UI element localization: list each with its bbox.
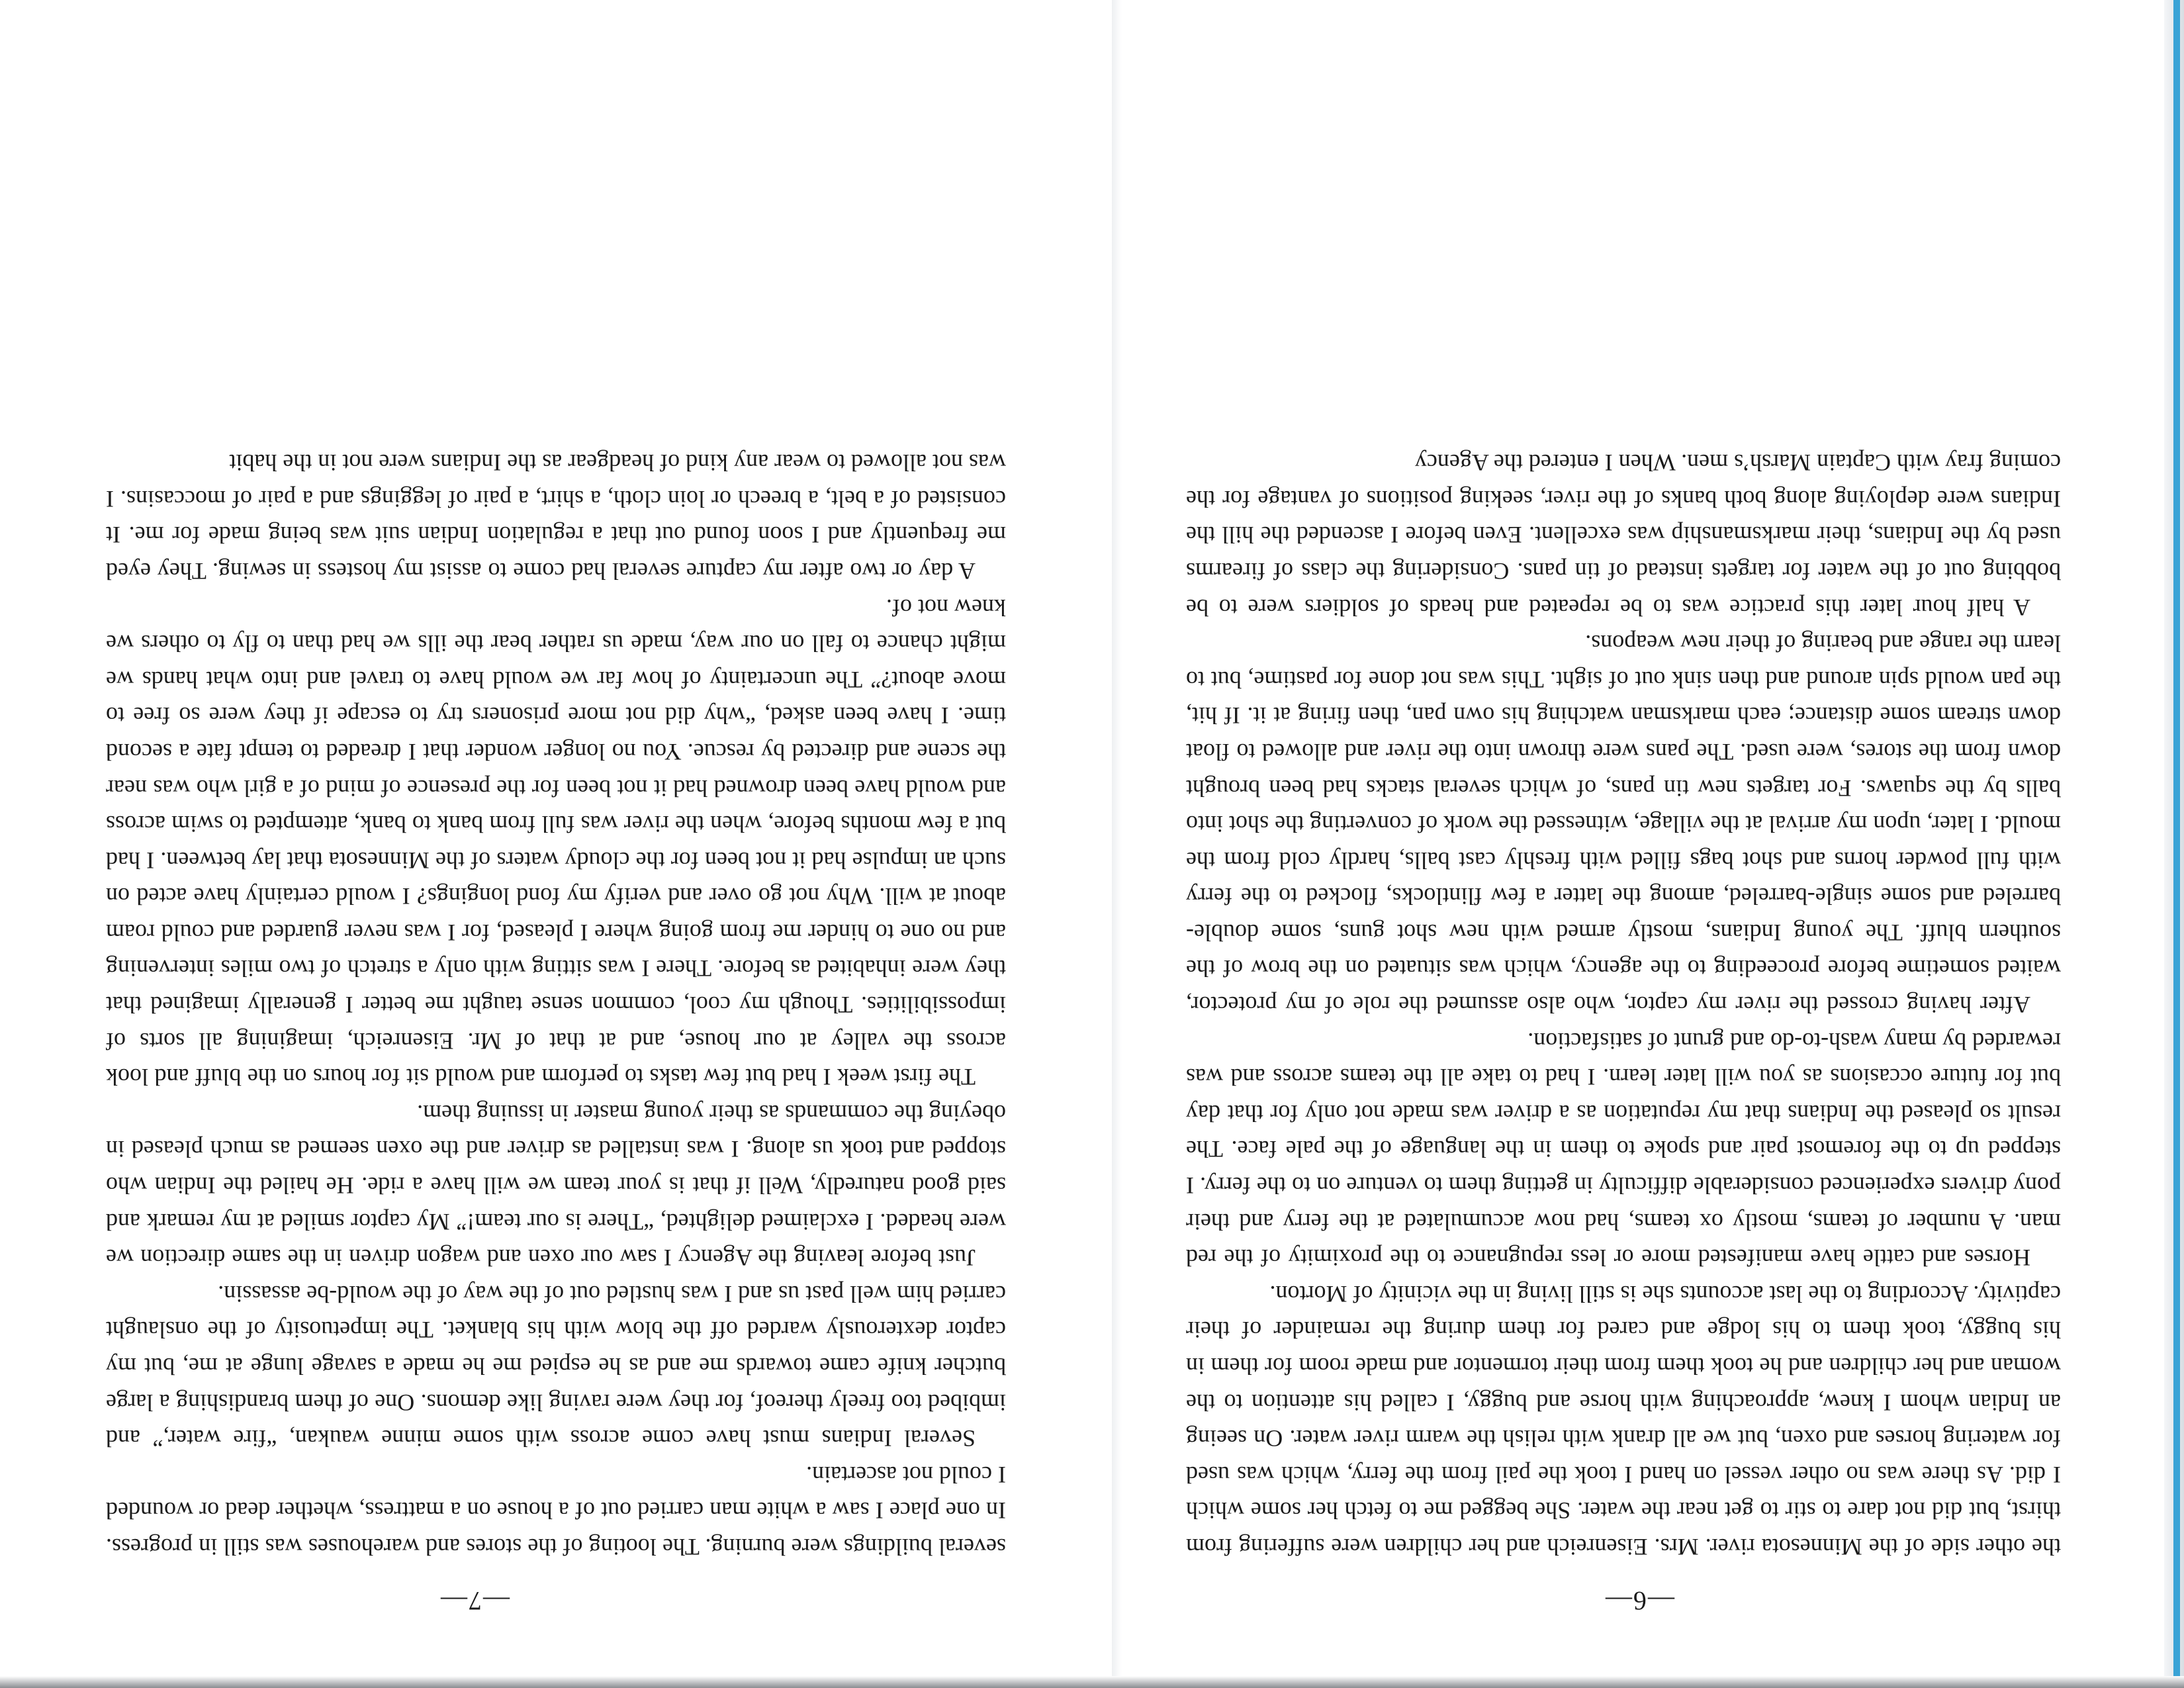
- paragraph: Several Indians must have come across with some minne waukan, “fire water,” and imbibed too freely thereof, for they were raving like demons. One of them brandishing a large butcher knife came towards me and as he espied me he made a savage lunge at me, but my captor dexterously warded off the blow with his blanket. The impetuosity of the onslaught carried him well past us and I was hustled out of the way of the would-be assassin.: [106, 1280, 1006, 1452]
- scanner-edge-stripe: [2173, 0, 2180, 1688]
- paragraph: Horses and cattle have manifested more or less repugnance to the proximity of the red man. A number of teams, mostly ox teams, had now accumulated at the ferry and their pony drivers experienced considerable difficulty in getting them to venture on to the ferry. I stepped up to the foremost pair and spoke to them in the language of the pale face. The result so pleased the Indians that my reputation as a driver was made not only for that day but for future occasions as you will later learn. I had to take all the teams across and was rewarded by many wash-to-do and grunt of satisfaction.: [1186, 1027, 2061, 1272]
- paragraph: several buildings were burning. The looting of the stores and warehouses was still in progress. In one place I saw a white man carried out of a house on a mattress, whether dead or wounded I could not ascertain.: [106, 1461, 1006, 1560]
- paragraph: the other side of the Minnesota river. Mrs. Eisenreich and her children were suffering from thirst, but did not dare to stir to get near the water. She begged me to fetch her some which I did. As there was no other vessel on hand I took the pail from the ferry, which was used for watering horses and oxen, but we all drank with relish the warm river water. On seeing an Indian whom I knew, approaching with horse and buggy, I called his attention to the woman and her children and he took them from their tormentor and made room for them in his buggy, took them to his lodge and cared for them during the remainder of their captivity. According to the last accounts she is still living in the vicinity of Morton.: [1186, 1280, 2061, 1560]
- page-number: —7—: [439, 1586, 510, 1616]
- scanner-shadow: [0, 1676, 2184, 1688]
- paragraph: Just before leaving the Agency I saw our oxen and wagon driven in the same direction we were headed. I exclaimed delighted, “There is our team!” My captor smiled at my remark and said good naturedly, Well if that is your team we will have a ride. He hailed the Indian who stopped and took us along. I was installed as driver and the oxen seemed as much pleased in obeying the commands as their young master in issuing them.: [106, 1100, 1006, 1272]
- page-body: [1186, 445, 2061, 1565]
- paragraph: After having crossed the river my captor, who also assumed the role of my protector, waited sometime before proceeding to the agency, which was situated on the brow of the southern bluff. The young Indians, mostly armed with new shot guns, some double-barreled and some single-barreled, among the latter a few flintlocks, flocked to the ferry with full powder horns and shot bags filled with freshly cast balls, hardly cold from the mould. I later, upon my arrival at the village, witnessed the work of converting the shot into balls by the squaws. For targets new tin pans, of which several stacks had been brought down from the stores, were used. The pans were thrown into the river and allowed to float down stream some distance; each marksman watching his own pan, then firing at it. If hit, the pan would spin around and then sink out of sight. This was not done for pastime, but to learn the range and bearing of their new weapons.: [1186, 630, 2061, 1019]
- paragraph: The first week I had but few tasks to perform and would sit for hours on the bluff and look across the valley at our house, and at that of Mr. Eisenreich, imagining all sorts of impossibilities. Though my cool, common sense taught me better I generally imagined that they were inhabited as before. There I was sitting with only a stretch of two miles intervening and no one to hinder me from going where I pleased, for I was never guarded and could roam about at will. Why not go over and verify my fond longings? I would certainly have acted on such an impulse had it not been for the cloudy waters of the Minnesota that lay between. I had but a few months before, when the river was full from bank to bank, attempted to swim across and would have been drowned had it not been for the presence of mind of a girl who was near the scene and directed by rescue. You no longer wonder that I dreaded to tempt fate a second time. I have been asked, “why did not more prisoners try to escape if they were so free to move about?” The uncertainty of how far we would have to travel and into what hands we might chance to fall on our way, made us rather bear the ills we had than to fly to others we knew not of.: [106, 594, 1006, 1091]
- paragraph: A day or two after my capture several had come to assist my hostess in sewing. They eyed me frequently and I soon found out that a regulation Indian suit was being made for me. It consisted of a belt, a breech or loin cloth, a shirt, a pair of leggings and a pair of moccasins. I was not allowed to wear any kind of headgear as the Indians were not in the habit: [106, 449, 1006, 585]
- page-six: [1112, 0, 2184, 1688]
- page-number: —6—: [1604, 1586, 1674, 1616]
- paragraph: A half hour later this practice was to be repeated and heads of soldiers were to be bobbing out of the water for targets instead of tin pans. Considering the class of firearms used by the Indians, their marksmanship was excellent. Even before I ascended the hill the Indians were deploying along both banks of the river, seeking positions of vantage for the coming fray with Captain Marsh’s men. When I entered the Agency: [1186, 449, 2061, 621]
- scanner-edge: [2164, 0, 2184, 1688]
- page-body: [106, 445, 1006, 1565]
